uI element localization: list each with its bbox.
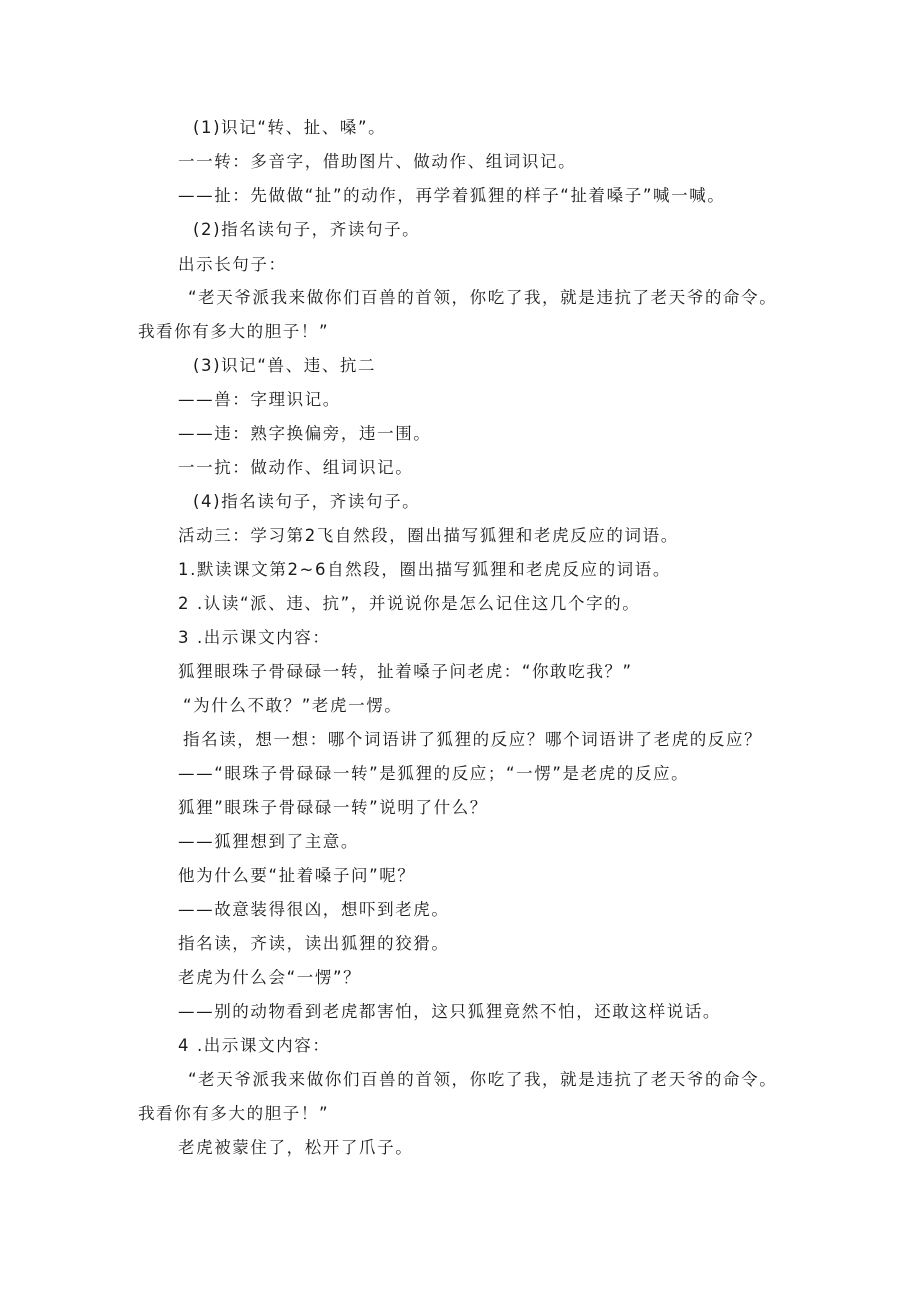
text-line: ——兽：字理识记。 (178, 390, 341, 409)
text-line: (1)识记“转、扯、嗓”。 (193, 118, 387, 137)
text-line: ——别的动物看到老虎都害怕，这只狐狸竟然不怕，还敢这样说话。 (178, 1002, 721, 1021)
text-line: 1.默读课文第2~6自然段，圈出描写狐狸和老虎反应的词语。 (178, 560, 671, 579)
text-line: 老虎被蒙住了，松开了爪子。 (178, 1138, 414, 1157)
text-line: ——狐狸想到了主意。 (178, 832, 359, 851)
text-line: “老天爷派我来做你们百兽的首领，你吃了我，就是违抗了老天爷的命令。 (188, 288, 778, 307)
text-line: 一一抗：做动作、组词识记。 (178, 458, 414, 477)
text-line: 4 .出示课文内容： (178, 1036, 331, 1055)
text-line: ——故意装得很凶，想吓到老虎。 (178, 900, 450, 919)
text-line: 出示长句子： (178, 255, 287, 274)
text-line: 3 .出示课文内容： (178, 628, 331, 647)
text-line: 我看你有多大的胆子！” (138, 322, 330, 341)
text-line: 一一转：多音字，借助图片、做动作、组词识记。 (178, 152, 577, 171)
text-line: ——违：熟字换偏旁，违一围。 (178, 424, 432, 443)
text-line: 狐狸眼珠子骨碌碌一转，扯着嗓子问老虎：“你敢吃我？” (178, 662, 633, 681)
text-line: 狐狸”眼珠子骨碌碌一转”说明了什么？ (178, 798, 488, 817)
text-line: 指名读，齐读，读出狐狸的狡猾。 (178, 934, 450, 953)
text-line: 他为什么要“扯着嗓子问”呢？ (178, 866, 416, 885)
text-line: (3)识记“兽、违、抗二 (193, 356, 377, 375)
text-line: 老虎为什么会“一愣”？ (178, 968, 362, 987)
text-line: ——扯：先做做“扯”的动作，再学着狐狸的样子“扯着嗓子”喊一喊。 (178, 186, 726, 205)
text-line: ——“眼珠子骨碌碌一转”是狐狸的反应；“一愣”是老虎的反应。 (178, 764, 690, 783)
text-line: 2 .认读“派、违、抗”，并说说你是怎么记住这几个字的。 (178, 594, 641, 613)
text-line: (2)指名读句子，齐读句子。 (193, 220, 421, 239)
text-line: “老天爷派我来做你们百兽的首领，你吃了我，就是违抗了老天爷的命令。 (188, 1070, 778, 1089)
text-line: 活动三：学习第2飞自然段，圈出描写狐狸和老虎反应的词语。 (178, 526, 679, 545)
text-line: (4)指名读句子，齐读句子。 (193, 492, 421, 511)
text-line: “为什么不敢？”老虎一愣。 (183, 696, 403, 715)
text-line: 指名读，想一想：哪个词语讲了狐狸的反应？哪个词语讲了老虎的反应？ (183, 730, 763, 749)
text-line: 我看你有多大的胆子！” (138, 1104, 330, 1123)
